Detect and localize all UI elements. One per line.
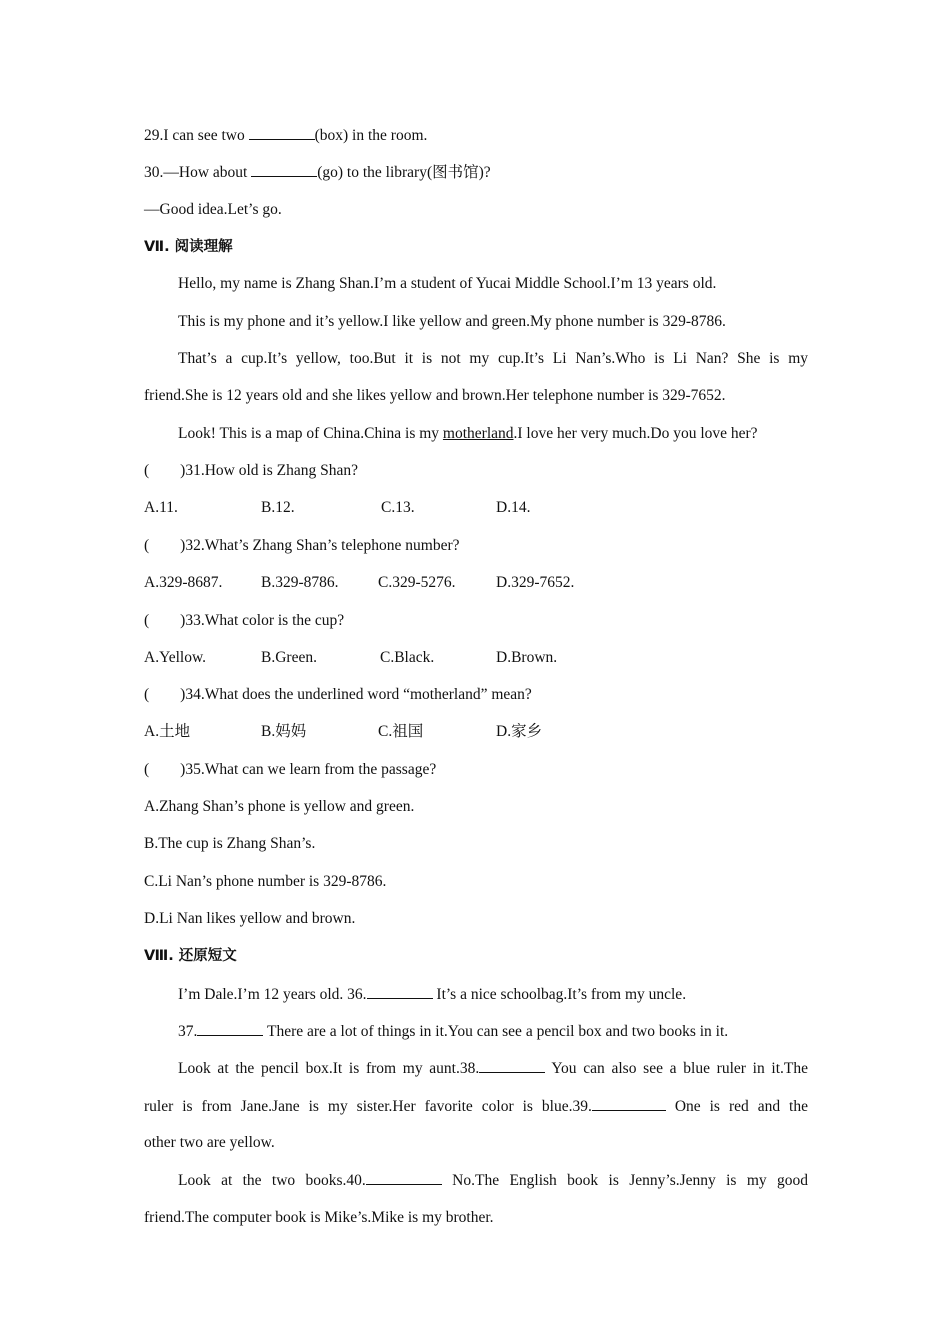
passage-line-6: Look at the two books.40. No.The English book is Jenny’s.Jenny is my good xyxy=(178,1172,808,1189)
question-31-options xyxy=(144,498,808,518)
question-33-stem: ( )33.What color is the cup? xyxy=(144,612,345,629)
option-d[interactable]: D.Brown. xyxy=(496,649,558,666)
passage-line-1: I’m Dale.I’m 12 years old. 36. It’s a nice schoolbag.It’s from my uncle. xyxy=(178,986,687,1003)
question-31-stem: ( )31.How old is Zhang Shan? xyxy=(144,462,358,479)
answer-blank-36[interactable] xyxy=(367,984,433,999)
option-d[interactable]: D.329-7652. xyxy=(496,574,575,591)
answer-blank-40[interactable] xyxy=(366,1170,442,1185)
option-b[interactable]: B.Green. xyxy=(261,649,317,666)
option-b[interactable]: B.妈妈 xyxy=(261,723,307,740)
passage-paragraph-3b: friend.She is 12 years old and she likes yellow and brown.Her telephone number is 329-7652. xyxy=(144,387,726,404)
answer-blank-38[interactable] xyxy=(479,1058,545,1073)
passage-line-3: Look at the pencil box.It is from my aunt.38. You can also see a blue ruler in it.The xyxy=(178,1060,808,1077)
option-c[interactable]: C.329-5276. xyxy=(378,574,456,591)
passage-paragraph-1: Hello, my name is Zhang Shan.I’m a student of Yucai Middle School.I’m 13 years old. xyxy=(178,275,717,292)
question-35-option-b[interactable]: B.The cup is Zhang Shan’s. xyxy=(144,835,316,852)
question-35-option-d[interactable]: D.Li Nan likes yellow and brown. xyxy=(144,910,356,927)
option-a[interactable]: A.土地 xyxy=(144,723,191,740)
answer-blank[interactable] xyxy=(249,125,315,140)
question-30: 30.—How about (go) to the library(图书馆)? xyxy=(144,164,491,181)
option-d[interactable]: D.家乡 xyxy=(496,723,543,740)
passage-paragraph-4: Look! This is a map of China.China is my motherland.I love her very much.Do you love her? xyxy=(178,425,758,442)
option-d[interactable]: D.14. xyxy=(496,499,531,516)
option-b[interactable]: B.12. xyxy=(261,499,295,516)
option-b[interactable]: B.329-8786. xyxy=(261,574,339,591)
passage-paragraph-2: This is my phone and it’s yellow.I like yellow and green.My phone number is 329-8786. xyxy=(178,313,726,330)
option-a[interactable]: A.Yellow. xyxy=(144,649,207,666)
section-7-title: Ⅶ. 阅读理解 xyxy=(144,239,233,255)
section-8-title: Ⅷ. 还原短文 xyxy=(144,948,237,964)
question-35-option-c[interactable]: C.Li Nan’s phone number is 329-8786. xyxy=(144,873,387,890)
passage-line-5: other two are yellow. xyxy=(144,1134,275,1151)
question-33-options xyxy=(144,648,808,668)
question-34-options xyxy=(144,722,808,742)
question-34-stem: ( )34.What does the underlined word “motherland” mean? xyxy=(144,686,532,703)
question-32-stem: ( )32.What’s Zhang Shan’s telephone number? xyxy=(144,537,460,554)
option-c[interactable]: C.祖国 xyxy=(378,723,424,740)
option-a[interactable]: A.329-8687. xyxy=(144,574,223,591)
question-29: 29.I can see two (box) in the room. xyxy=(144,127,428,144)
question-35-option-a[interactable]: A.Zhang Shan’s phone is yellow and green. xyxy=(144,798,415,815)
passage-line-2: 37. There are a lot of things in it.You can see a pencil box and two books in it. xyxy=(178,1023,729,1040)
passage-line-4: ruler is from Jane.Jane is my sister.Her favorite color is blue.39. One is red and the xyxy=(144,1098,808,1115)
option-c[interactable]: C.13. xyxy=(381,499,415,516)
passage-paragraph-3a: That’s a cup.It’s yellow, too.But it is not my cup.It’s Li Nan’s.Who is Li Nan? She is my xyxy=(178,350,808,367)
option-c[interactable]: C.Black. xyxy=(380,649,435,666)
question-30-reply: —Good idea.Let’s go. xyxy=(144,201,282,218)
answer-blank-39[interactable] xyxy=(592,1096,666,1111)
question-32-options xyxy=(144,573,808,593)
answer-blank-37[interactable] xyxy=(197,1021,263,1036)
option-a[interactable]: A.11. xyxy=(144,499,178,516)
passage-line-7: friend.The computer book is Mike’s.Mike is my brother. xyxy=(144,1209,494,1226)
answer-blank[interactable] xyxy=(251,162,317,177)
question-35-stem: ( )35.What can we learn from the passage? xyxy=(144,761,437,778)
underlined-word: motherland xyxy=(442,425,514,442)
